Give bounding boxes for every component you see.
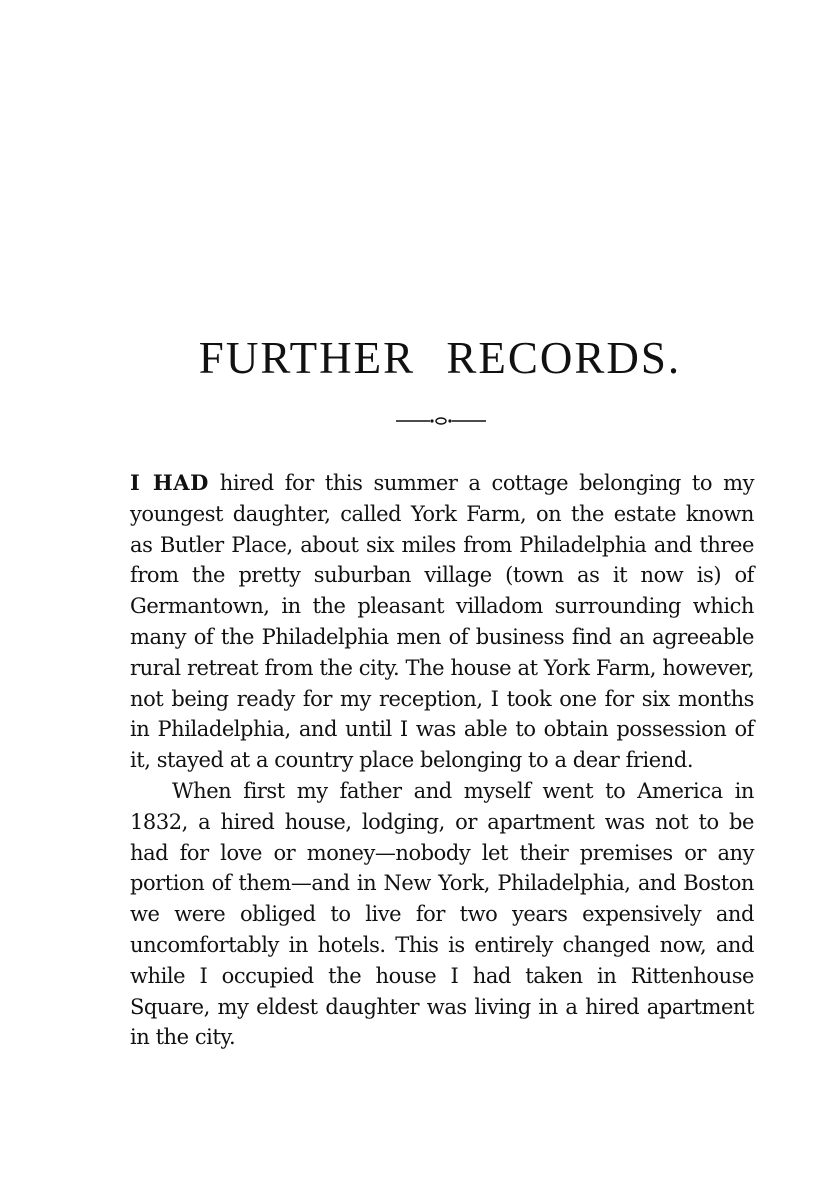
paragraph-2-text: When first my father and myself went to America in 1832, a hired house, lodging, or apartment was not to be had for love or money—nobody let their premises or any portion of them—and in New York, Philadelphia, and Boston we were obliged to live for two years expensively and uncomfortably in hotels. This is entirely changed now, and while I occupied the house I had taken in Rittenhouse Square, my eldest daughter was living in a hired apartment in the city. [130,778,754,1050]
chapter-title: FURTHER RECORDS. [198,333,682,383]
paragraph-2 [130,776,754,1053]
lead-word: I HAD [130,470,209,495]
paragraph-1-text: hired for this summer a cottage belonging to my youngest daughter, called York Farm, on the estate known as Butler Place, about six miles from Philadelphia and three from the pretty suburban village (town as it now is) of Germantown, in the pleasant villadom surrounding which many of the Philadelphia men of business find an agreeable rural retreat from the city. The house at York Farm, however, not being ready for my reception, I took one for six months in Philadelphia, and until I was able to obtain possession of it, stayed at a country place belonging to a dear friend. [130,471,754,773]
flourish-divider-icon [396,414,486,428]
paragraph-1 [130,468,754,776]
body-text [130,468,754,1053]
